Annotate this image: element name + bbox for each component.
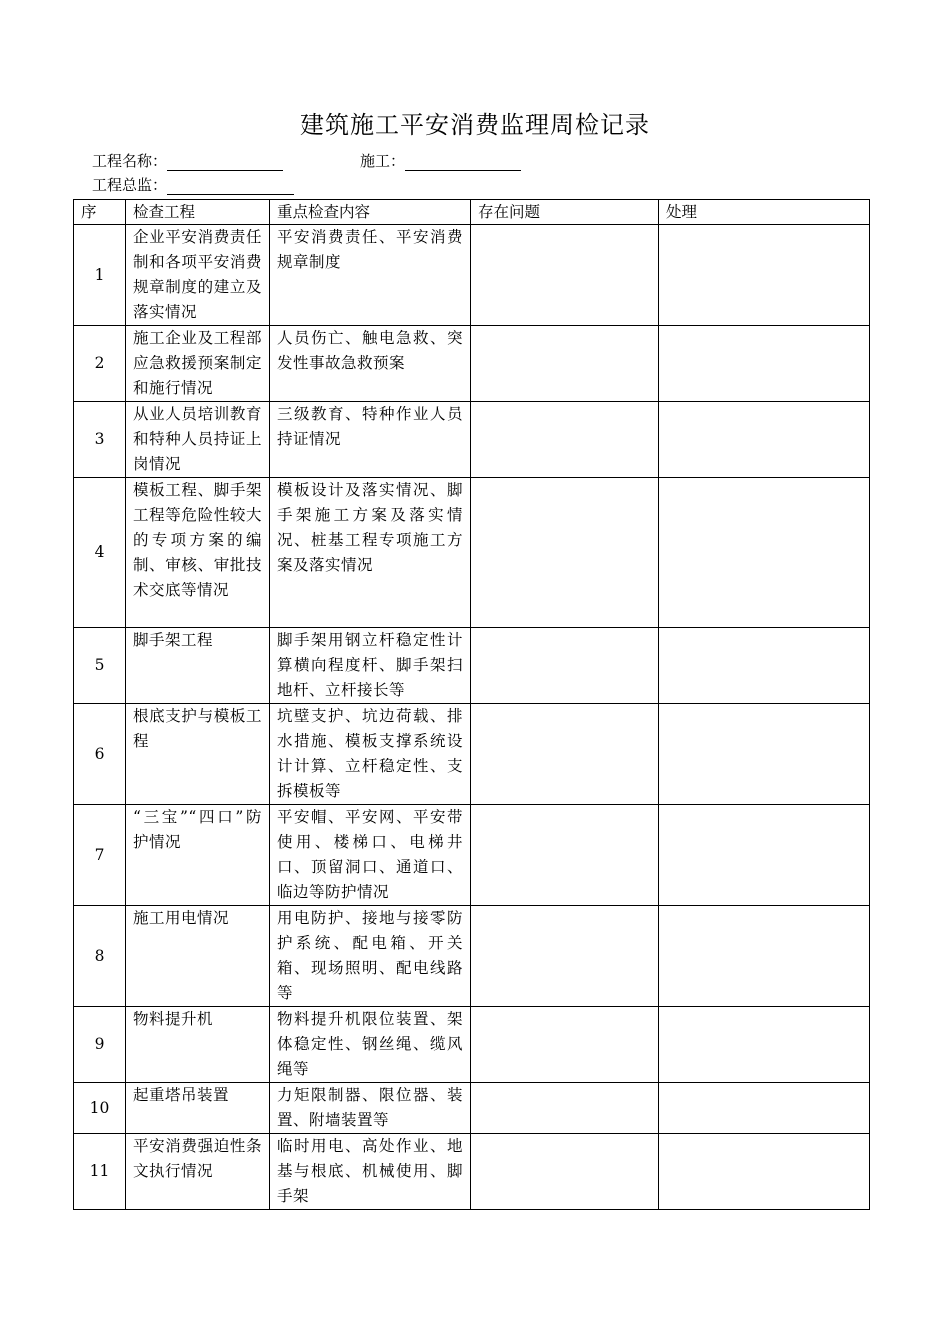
row-issue-cell[interactable] <box>471 906 659 1007</box>
row-item: “三宝”“四口”防护情况 <box>126 805 270 906</box>
table-row <box>74 1083 870 1134</box>
row-number: 7 <box>74 805 126 906</box>
inspection-table <box>73 199 870 1210</box>
row-number: 2 <box>74 326 126 402</box>
header-handling: 处理 <box>659 200 870 225</box>
row-handling-cell[interactable] <box>659 225 870 326</box>
row-item: 模板工程、脚手架工程等危险性较大的专项方案的编制、审核、审批技术交底等情况 <box>126 478 270 628</box>
row-content: 用电防护、接地与接零防护系统、配电箱、开关箱、现场照明、配电线路等 <box>270 906 471 1007</box>
row-content: 物料提升机限位装置、架体稳定性、钢丝绳、缆风绳等 <box>270 1007 471 1083</box>
row-item: 企业平安消费责任制和各项平安消费规章制度的建立及落实情况 <box>126 225 270 326</box>
row-item: 起重塔吊装置 <box>126 1083 270 1134</box>
chief-supervisor-blank <box>167 178 294 195</box>
row-issue-cell[interactable] <box>471 628 659 704</box>
header-content: 重点检查内容 <box>270 200 471 225</box>
construction-field <box>360 151 521 171</box>
row-handling-cell[interactable] <box>659 628 870 704</box>
row-handling-cell[interactable] <box>659 1083 870 1134</box>
row-content: 三级教育、特种作业人员持证情况 <box>270 402 471 478</box>
row-issue-cell[interactable] <box>471 1007 659 1083</box>
row-content: 坑壁支护、坑边荷载、排水措施、模板支撑系统设计计算、立杆稳定性、支拆模板等 <box>270 704 471 805</box>
chief-supervisor-field <box>92 175 294 195</box>
row-content: 脚手架用钢立杆稳定性计算横向程度杆、脚手架扫地杆、立杆接长等 <box>270 628 471 704</box>
table-header-row <box>74 200 870 225</box>
row-number: 8 <box>74 906 126 1007</box>
row-number: 5 <box>74 628 126 704</box>
row-issue-cell[interactable] <box>471 225 659 326</box>
project-name-field <box>92 151 283 171</box>
row-content: 平安帽、平安网、平安带使用、楼梯口、电梯井口、顶留洞口、通道口、临边等防护情况 <box>270 805 471 906</box>
row-content: 模板设计及落实情况、脚手架施工方案及落实情况、桩基工程专项施工方案及落实情况 <box>270 478 471 628</box>
project-name-label: 工程名称： <box>92 152 168 170</box>
row-number: 4 <box>74 478 126 628</box>
table-row <box>74 1134 870 1210</box>
row-handling-cell[interactable] <box>659 1007 870 1083</box>
construction-label: 施工： <box>360 152 406 170</box>
row-issue-cell[interactable] <box>471 1134 659 1210</box>
chief-supervisor-label: 工程总监： <box>92 176 168 194</box>
row-item: 平安消费强迫性条文执行情况 <box>126 1134 270 1210</box>
row-issue-cell[interactable] <box>471 326 659 402</box>
document-title: 建筑施工平安消费监理周检记录 <box>300 111 650 139</box>
table-row <box>74 906 870 1007</box>
row-issue-cell[interactable] <box>471 704 659 805</box>
header-no: 序 <box>74 200 126 225</box>
row-item: 施工用电情况 <box>126 906 270 1007</box>
table-row <box>74 402 870 478</box>
table-row <box>74 805 870 906</box>
row-handling-cell[interactable] <box>659 805 870 906</box>
project-name-blank <box>167 154 283 171</box>
row-item: 根底支护与模板工程 <box>126 704 270 805</box>
row-issue-cell[interactable] <box>471 402 659 478</box>
row-item: 物料提升机 <box>126 1007 270 1083</box>
row-item: 脚手架工程 <box>126 628 270 704</box>
table-row <box>74 225 870 326</box>
header-item: 检查工程 <box>126 200 270 225</box>
table-row <box>74 326 870 402</box>
row-item: 从业人员培训教育和特种人员持证上岗情况 <box>126 402 270 478</box>
row-content: 人员伤亡、触电急救、突发性事故急救预案 <box>270 326 471 402</box>
row-issue-cell[interactable] <box>471 1083 659 1134</box>
row-handling-cell[interactable] <box>659 906 870 1007</box>
construction-blank <box>405 154 521 171</box>
row-handling-cell[interactable] <box>659 326 870 402</box>
row-number: 11 <box>74 1134 126 1210</box>
row-issue-cell[interactable] <box>471 805 659 906</box>
row-content: 平安消费责任、平安消费规章制度 <box>270 225 471 326</box>
row-handling-cell[interactable] <box>659 478 870 628</box>
row-handling-cell[interactable] <box>659 704 870 805</box>
row-number: 3 <box>74 402 126 478</box>
table-row <box>74 628 870 704</box>
row-handling-cell[interactable] <box>659 1134 870 1210</box>
header-issue: 存在问题 <box>471 200 659 225</box>
row-item: 施工企业及工程部应急救援预案制定和施行情况 <box>126 326 270 402</box>
row-number: 9 <box>74 1007 126 1083</box>
row-number: 10 <box>74 1083 126 1134</box>
table-row <box>74 704 870 805</box>
row-handling-cell[interactable] <box>659 402 870 478</box>
row-number: 1 <box>74 225 126 326</box>
table-row <box>74 1007 870 1083</box>
row-content: 临时用电、高处作业、地基与根底、机械使用、脚手架 <box>270 1134 471 1210</box>
row-content: 力矩限制器、限位器、装置、附墙装置等 <box>270 1083 471 1134</box>
row-number: 6 <box>74 704 126 805</box>
row-issue-cell[interactable] <box>471 478 659 628</box>
table-row <box>74 478 870 628</box>
